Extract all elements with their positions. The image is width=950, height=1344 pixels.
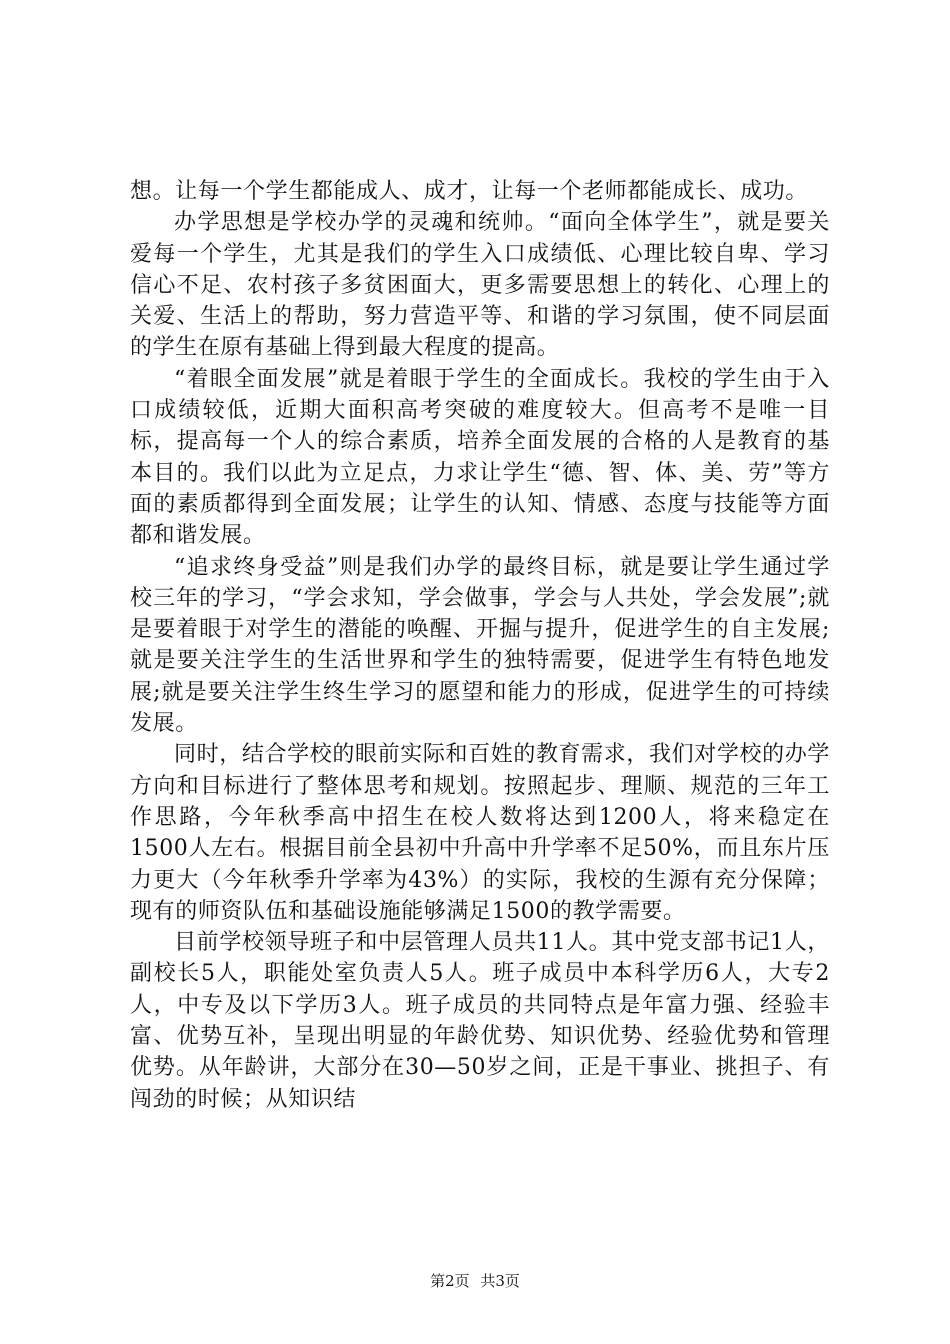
page-number: 第2页 — [430, 1272, 470, 1290]
body-text — [130, 176, 830, 1115]
page-total: 共3页 — [480, 1272, 520, 1290]
paragraph-1: 想。让每一个学生都能成人、成才，让每一个老师都能成长、成功。 — [130, 179, 809, 204]
paragraph-4: “追求终身受益”则是我们办学的最终目标，就是要让学生通过学校三年的学习，“学会求知，学会做事，学会与人共处，学会发展”;就是要着眼于对学生的潜能的唤醒、开掘与提升，促进学生的自主发展;就是要关注学生的生活世界和学生的独特需要，促进学生有特色地发展;就是要关注学生终生学习的愿望和能力的形成，促进学生的可持续发展。 — [130, 554, 830, 737]
page-footer — [0, 1270, 950, 1291]
paragraph-3: “着眼全面发展”就是着眼于学生的全面成长。我校的学生由于入口成绩较低，近期大面积高考突破的难度较大。但高考不是唯一目标，提高每一个人的综合素质，培养全面发展的合格的人是教育的基本目的。我们以此为立足点，力求让学生“德、智、体、美、劳”等方面的素质都得到全面发展；让学生的认知、情感、态度与技能等方面都和谐发展。 — [130, 366, 830, 549]
paragraph-5: 同时，结合学校的眼前实际和百姓的教育需求，我们对学校的办学方向和目标进行了整体思考和规划。按照起步、理顺、规范的三年工作思路，今年秋季高中招生在校人数将达到1200人，将来稳定在1500人左右。根据目前全县初中升高中升学率不足50%，而且东片压力更大（今年秋季升学率为43%）的实际，我校的生源有充分保障；现有的师资队伍和基础设施能够满足1500的教学需要。 — [130, 742, 830, 924]
paragraph-2: 办学思想是学校办学的灵魂和统帅。“面向全体学生”，就是要关爱每一个学生，尤其是我们的学生入口成绩低、心理比较自卑、学习信心不足、农村孩子多贫困面大，更多需要思想上的转化、心理上的关爱、生活上的帮助，努力营造平等、和谐的学习氛围，使不同层面的学生在原有基础上得到最大程度的提高。 — [130, 210, 830, 361]
paragraph-6: 目前学校领导班子和中层管理人员共11人。其中党支部书记1人，副校长5人，职能处室负责人5人。班子成员中本科学历6人，大专2人，中专及以下学历3人。班子成员的共同特点是年富力强、经验丰富、优势互补，呈现出明显的年龄优势、知识优势、经验优势和管理优势。从年龄讲，大部分在30—50岁之间，正是干事业、挑担子、有闯劲的时候；从知识结 — [130, 930, 830, 1112]
